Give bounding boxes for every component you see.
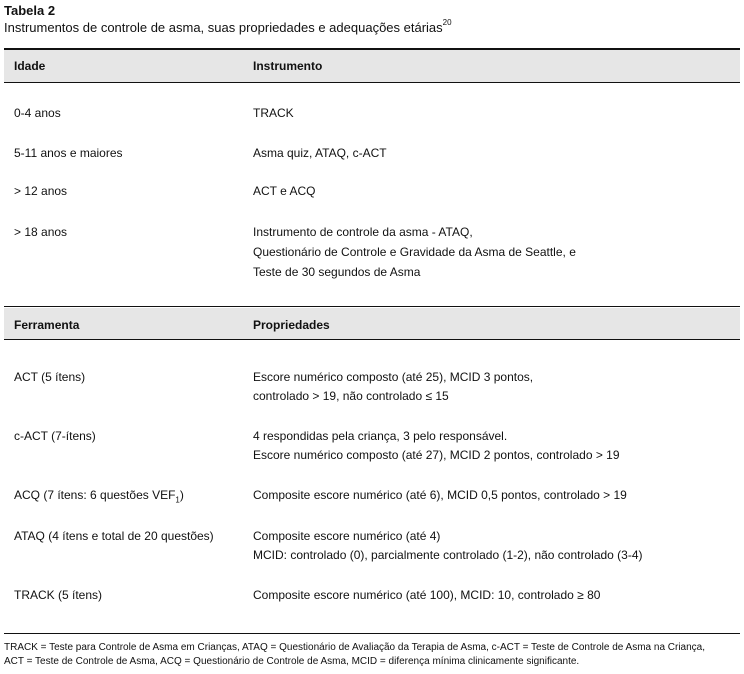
- properties-cell: Composite escore numérico (até 100), MCID: 10, controlado ≥ 80: [253, 588, 601, 602]
- tool-cell: ACQ (7 ítens: 6 questões $VEF_1$): [14, 488, 184, 505]
- bottom-rule: [4, 633, 740, 634]
- tool-cell: TRACK (5 ítens): [14, 588, 103, 602]
- instrument-cell: Teste de 30 segundos de Asma: [253, 265, 421, 279]
- table-subtitle: Instrumentos de controle de asma, suas propriedades e adequações etárias$^{20}$: [4, 18, 452, 35]
- properties-cell: Composite escore numérico (até 6), MCID 0,5 pontos, controlado > 19: [253, 488, 627, 502]
- header-propriedades: Propriedades: [253, 318, 330, 332]
- instrument-cell: ACT e ACQ: [253, 184, 316, 198]
- header-idade: Idade: [14, 59, 46, 73]
- age-cell: 0-4 anos: [14, 106, 61, 120]
- header-ferramenta: Ferramenta: [14, 318, 80, 332]
- section2-top-rule: [4, 306, 740, 307]
- properties-cell: controlado > 19, não controlado ≤ 15: [253, 389, 449, 403]
- section2-header-rule: [4, 339, 740, 340]
- section2-header-row: [4, 308, 740, 339]
- section1-header-row: [4, 50, 740, 82]
- footnote-line: TRACK = Teste para Controle de Asma em Crianças, ATAQ = Questionário de Avaliação da Terapia de Asma, c-ACT = Teste de Controle de Asma na Criança,: [4, 642, 706, 653]
- section1-header-rule: [4, 82, 740, 83]
- age-cell: > 18 anos: [14, 225, 68, 239]
- tool-cell: ATAQ (4 ítens e total de 20 questões): [14, 529, 214, 543]
- instrument-cell: Questionário de Controle e Gravidade da Asma de Seattle, e: [253, 245, 576, 259]
- properties-cell: Composite escore numérico (até 4): [253, 529, 441, 543]
- properties-cell: 4 respondidas pela criança, 3 pelo responsável.: [253, 429, 508, 443]
- tool-cell: c-ACT (7-ítens): [14, 429, 96, 443]
- instrument-cell: Asma quiz, ATAQ, c-ACT: [253, 146, 387, 160]
- tool-cell: ACT (5 ítens): [14, 370, 86, 384]
- footnote-line: ACT = Teste de Controle de Asma, ACQ = Questionário de Controle de Asma, MCID = diferença mínima clinicamente significante.: [4, 656, 580, 667]
- instrument-cell: Instrumento de controle da asma - ATAQ,: [253, 225, 473, 239]
- age-cell: > 12 anos: [14, 184, 68, 198]
- properties-cell: Escore numérico composto (até 27), MCID 2 pontos, controlado > 19: [253, 448, 620, 462]
- header-instrumento: Instrumento: [253, 59, 323, 73]
- subtitle-reference: 20: [442, 18, 452, 27]
- properties-cell: MCID: controlado (0), parcialmente controlado (1-2), não controlado (3-4): [253, 548, 643, 562]
- tool-subscript: 1: [175, 495, 180, 505]
- instrument-cell: TRACK: [253, 106, 294, 120]
- age-cell: 5-11 anos e maiores: [14, 146, 123, 160]
- properties-cell: Escore numérico composto (até 25), MCID 3 pontos,: [253, 370, 534, 384]
- table-title: Tabela 2: [4, 3, 56, 18]
